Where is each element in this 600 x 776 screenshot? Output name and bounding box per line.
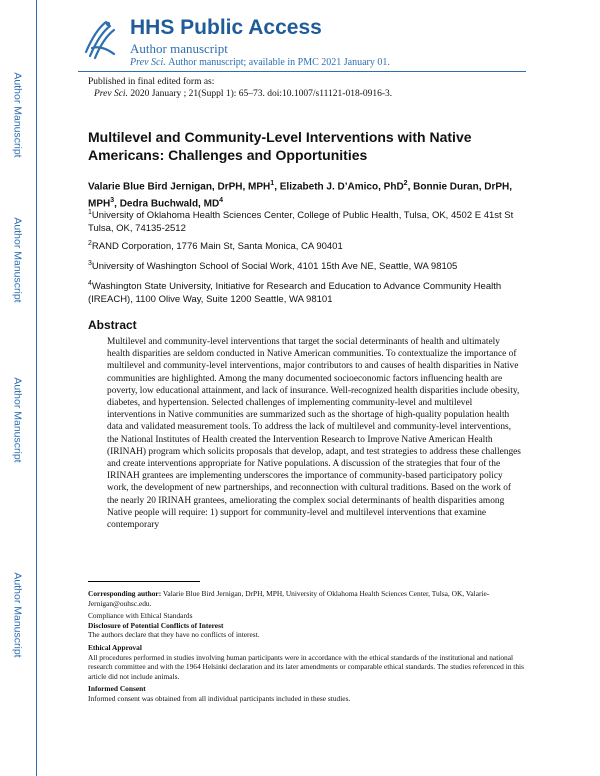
author-affiliation-mark: 2 (403, 180, 408, 187)
author-manuscript-side-label: Author Manuscript (12, 377, 24, 463)
sidebar (0, 0, 36, 776)
footnote-divider (88, 581, 200, 582)
affiliation: $^2$RAND Corporation, 1776 Main St, Santa Monica, CA 90401 (88, 240, 343, 253)
hhs-public-access-title: HHS Public Access (130, 16, 322, 39)
affiliation: $^1$University of Oklahoma Health Sciences Center, College of Public Health, Tulsa, OK, 4502 E 41st St Tulsa, OK, 74135-2512 (88, 209, 514, 235)
author-manuscript-subtitle: Author manuscript (130, 41, 228, 56)
consent-text: Informed consent was obtained from all individual participants included in these studies. (88, 693, 351, 703)
compliance-note: Compliance with Ethical Standards (88, 611, 193, 621)
header-journal: Prev Sci. (130, 57, 166, 68)
sidebar-divider (36, 0, 37, 776)
author-affiliation-mark: 3 (110, 197, 115, 205)
availability-line (130, 57, 390, 68)
affiliation: $^4$Washington State University, Initiative for Research and Education to Advance Community Health (IREACH), 1100 Olive Way, Suite 1200 Seattle, WA 98101 (88, 280, 502, 306)
author-affiliation-mark: 4 (219, 197, 224, 205)
footnotes (88, 589, 524, 704)
ethical-heading: Ethical Approval (88, 642, 142, 652)
author-name: Dedra Buchwald, MD (119, 198, 220, 210)
author-name: Bonnie Duran, DrPH, MPH (88, 181, 513, 210)
paper-title: Multilevel and Community-Level Interventions with Native Americans: Challenges and Opportunities (88, 129, 472, 163)
affiliation: $^3$University of Washington School of Social Work, 4101 15th Ave NE, Seattle, WA 98105 (88, 260, 458, 273)
consent-heading: Informed Consent (88, 684, 146, 694)
author-affiliation-mark: 1 (270, 180, 275, 187)
corresponding-author: Corresponding author: Valarie Blue Bird Jernigan, DrPH, MPH, University of Oklahoma Health Sciences Center, Tulsa, OK, Valarie-Jernigan@ouhsc.edu. (88, 589, 490, 608)
author-manuscript-side-label: Author Manuscript (12, 72, 24, 158)
abstract-heading: Abstract (88, 318, 137, 332)
author-list: Valarie Blue Bird Jernigan, DrPH, MPH$^1$, Elizabeth J. D’Amico, PhD$^2$, Bonnie Duran, DrPH, MPH$^3$, Dedra Buchwald, $MD^4$ (88, 180, 513, 210)
citation-details: 2020 January ; 21(Suppl 1): 65–73. doi:10.1007/s11121-018-0916-3. (130, 89, 393, 99)
author-manuscript-side-label: Author Manuscript (12, 217, 24, 303)
header-availability: Author manuscript; available in PMC 2021 January 01. (168, 57, 390, 68)
citation-journal: Prev Sci. (94, 89, 128, 99)
author-manuscript-side-label: Author Manuscript (12, 572, 24, 658)
citation (88, 88, 392, 100)
ethical-text: All procedures performed in studies involving human participants were in accordance with the ethical standards of the institutional and national research committee and with the 1964 Helsinki declaration and its later amendments or comparable ethical standards. The studies referenced in this article did not include animals. (88, 652, 524, 681)
publication-info (88, 76, 392, 100)
conflicts-heading: Disclosure of Potential Conflicts of Interest (88, 620, 224, 630)
conflicts-text: The authors declare that they have no conflicts of interest. (88, 630, 260, 640)
author-name: Valarie Blue Bird Jernigan, DrPH, MPH (88, 181, 271, 193)
abstract-text: Multilevel and community-level interventions that target the social determinants of health and ultimately health disparities are seldom conducted in Native American communities. To contextualize the importance of multilevel and community-level interventions, major contributors to and causes of health disparities in Native communities are highlighted. Among the many documented socioeconomic factors influencing health are poverty, low educational attainment, and lack of insurance. Well-recognized health disparities include obesity, diabetes, and hypertension. Selected challenges of implementing community-level and multilevel interventions in Native communities are summarized such as the shortage of high-quality population health data and validated measurement tools. To address the lack of multilevel and community-level interventions, the National Institutes of Health created the Intervention Research to Improve Native American Health (IRINAH) program which solicits proposals that develop, adapt, and test strategies to address these challenges and create interventions appropriate for Native populations. A discussion of the strategies that four of the IRINAH grantees are implementing underscores the importance of community-based participatory policy work, the development of new partnerships, and reconnection with cultural traditions. Based on the work of the nearly 20 IRINAH grantees, ameliorating the complex social determinants of health disparities among Native people will require: 1) support for community-level and multilevel interventions that examine contemporary (107, 337, 521, 531)
hhs-eagle-logo-icon (78, 18, 122, 62)
header-divider (78, 71, 526, 72)
author-name: Elizabeth J. D’Amico, PhD (279, 181, 404, 193)
published-label: Published in final edited form as: (88, 77, 215, 87)
